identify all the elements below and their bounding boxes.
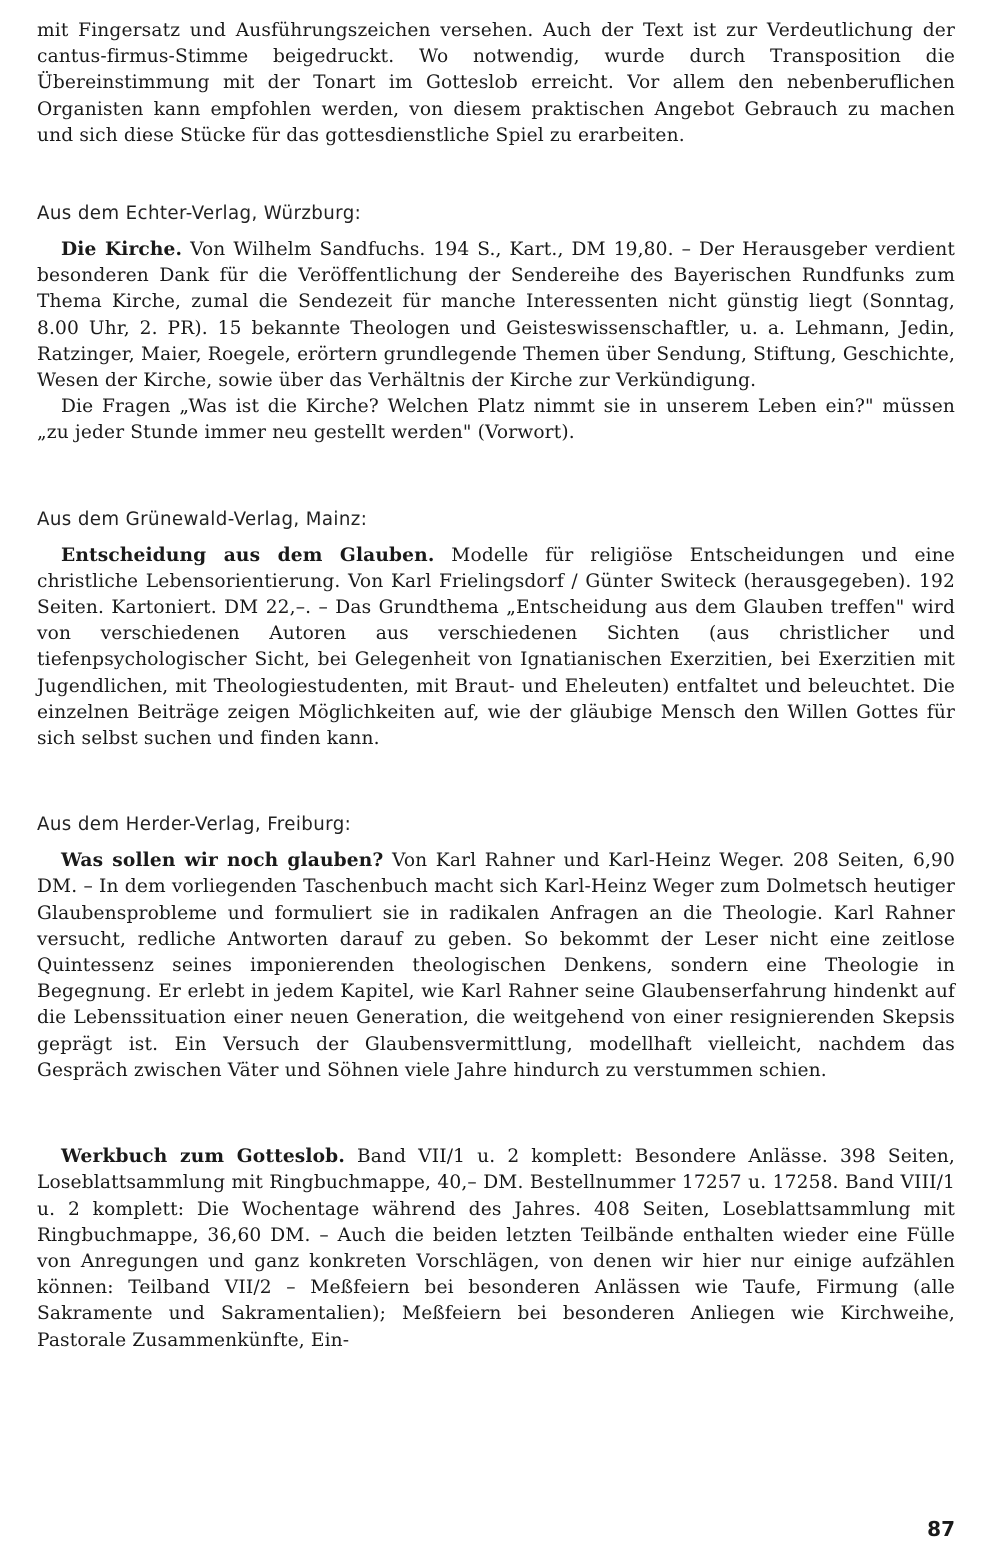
review-paragraph xyxy=(37,543,955,753)
review-section-herder xyxy=(37,812,955,1084)
review-paragraph xyxy=(37,1144,955,1354)
publisher-heading: Aus dem Grünewald-Verlag, Mainz: xyxy=(37,508,368,530)
page-content xyxy=(37,18,955,1354)
review-text: Band VII/1 u. 2 komplett: Besondere Anlässe. 398 Seiten, Loseblattsammlung mit Ringbuchmappe, 40,– DM. Bestellnummer 17257 u. 17258. Band VIII/1 u. 2 komplett: Die Wochentage während des Jahres. 408 Seiten, Loseblattsammlung mit Ringbuchmappe, 36,60 DM. – Auch die beiden letzten Teilbände enthalten wieder eine Fülle von Anregungen und ganz konkreten Vorschlägen, von denen wir hier nur einige aufzählen können: Teilband VII/2 – Meßfeiern bei besonderen Anlässen wie Taufe, Firmung (alle Sakramente und Sakramentalien); Meßfeiern bei besonderen Anliegen wie Kirchweihe, Pastorale Zusammenkünfte, Ein- xyxy=(37,1146,955,1351)
book-title: Werkbuch zum Gotteslob. xyxy=(61,1146,345,1168)
review-text: Von Karl Rahner und Karl-Heinz Weger. 208 Seiten, 6,90 DM. – In dem vorliegenden Taschenbuch macht sich Karl-Heinz Weger zum Dolmetsch heutiger Glaubensprobleme und formuliert sie in radikalen Anfragen an die Theologie. Karl Rahner versucht, redliche Antworten darauf zu geben. So bekommt der Leser nicht eine zeitlose Quintessenz seines imponierenden theologischen Denkens, sondern eine Theologie in Begegnung. Er erlebt in jedem Kapitel, wie Karl Rahner seine Glaubenserfahrung hindenkt auf die Lebenssituation einer neuen Generation, die weitgehend von einer resignierenden Skepsis geprägt ist. Ein Versuch der Glaubensvermittlung, modellhaft vielleicht, nachdem das Gespräch zwischen Väter und Söhnen viele Jahre hindurch zu verstummen schien. xyxy=(37,850,955,1081)
review-section-werkbuch xyxy=(37,1144,955,1354)
intro-paragraph: mit Fingersatz und Ausführungszeichen versehen. Auch der Text ist zur Verdeutlichung der cantus-firmus-Stimme beigedruckt. Wo notwendig, wurde durch Transposition die Übereinstimmung mit der Tonart im Gotteslob erreicht. Vor allem den nebenberuflichen Organisten kann empfohlen werden, von diesem praktischen Angebot Gebrauch zu machen und sich diese Stücke für das gottesdienstliche Spiel zu erarbeiten. xyxy=(37,20,955,146)
review-paragraph-continued: Die Fragen „Was ist die Kirche? Welchen Platz nimmt sie in unserem Leben ein?" müssen „zu jeder Stunde immer neu gestellt werden" (Vorwort). xyxy=(37,396,955,444)
review-section-gruenewald xyxy=(37,507,955,753)
review-text: Von Wilhelm Sandfuchs. 194 S., Kart., DM 19,80. – Der Herausgeber verdient besonderen Dank für die Veröffentlichung der Sendereihe des Bayerischen Rundfunks zum Thema Kirche, zumal die Sendezeit für manche Interessenten nicht günstig liegt (Sonntag, 8.00 Uhr, 2. PR). 15 bekannte Theologen und Geisteswissenschaftler, u. a. Lehmann, Jedin, Ratzinger, Maier, Roegele, erörtern grundlegende Themen über Sendung, Stiftung, Geschichte, Wesen der Kirche, sowie über das Verhältnis der Kirche zur Verkündigung. xyxy=(37,239,955,392)
review-section-echter xyxy=(37,201,955,447)
book-title: Entscheidung aus dem Glauben. xyxy=(61,544,435,566)
publisher-heading: Aus dem Herder-Verlag, Freiburg: xyxy=(37,814,352,836)
book-title: Die Kirche. xyxy=(61,239,183,261)
review-paragraph xyxy=(37,848,955,1084)
publisher-heading: Aus dem Echter-Verlag, Würzburg: xyxy=(37,203,362,225)
review-paragraph xyxy=(37,237,955,394)
review-text: Modelle für religiöse Entscheidungen und eine christliche Lebensorientierung. Von Karl Frielingsdorf / Günter Switeck (herausgegeben). 192 Seiten. Kartoniert. DM 22,–. – Das Grundthema „Entscheidung aus dem Glauben treffen" wird von verschiedenen Autoren aus verschiedenen Sichten (aus christlicher und tiefenpsychologischer Sicht, bei Gelegenheit von Ignatianischen Exerzitien, bei Exerzitien mit Jugendlichen, mit Theologiestudenten, mit Braut- und Eheleuten) entfaltet und beleuchtet. Die einzelnen Beiträge zeigen Möglichkeiten auf, wie der gläubige Mensch den Willen Gottes für sich selbst suchen und finden kann. xyxy=(37,544,955,750)
page-number: 87 xyxy=(927,1517,955,1541)
book-title: Was sollen wir noch glauben? xyxy=(61,850,384,872)
